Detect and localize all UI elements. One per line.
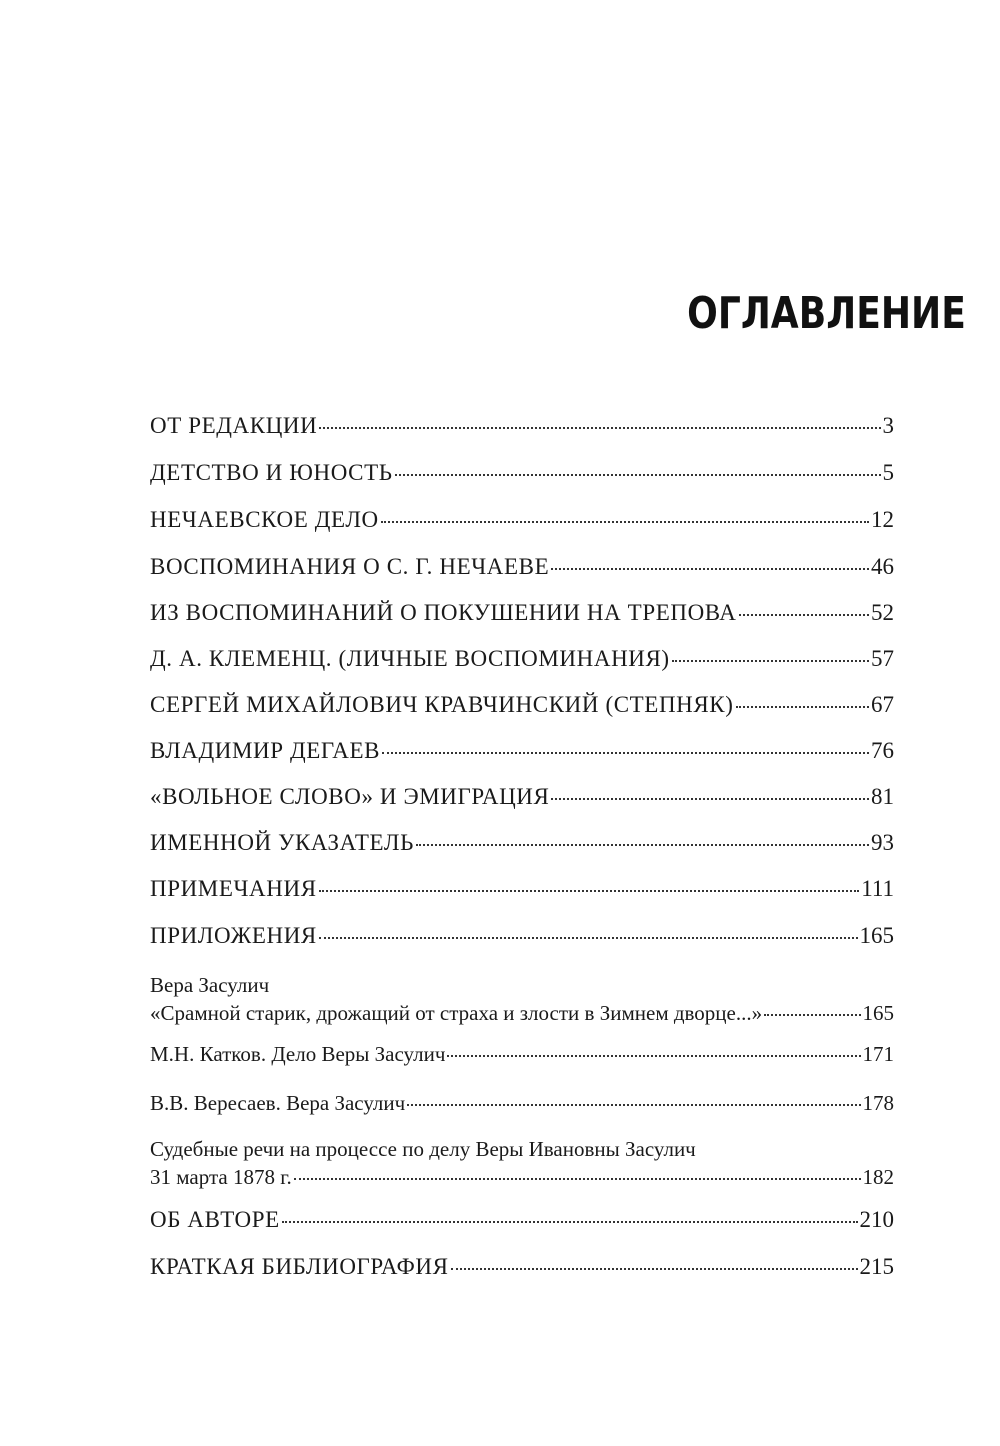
- toc-entry-page: 5: [882, 460, 894, 485]
- toc-entry-label: КРАТКАЯ БИБЛИОГРАФИЯ: [150, 1254, 449, 1279]
- toc-entry-about-author[interactable]: [150, 1206, 894, 1234]
- toc-subentry-label: 31 марта 1878 г.: [150, 1165, 292, 1189]
- toc-subentry-veresaev[interactable]: [150, 1089, 894, 1117]
- toc-entry-page: 12: [871, 507, 894, 532]
- page-title: ОГЛАВЛЕНИЕ: [687, 288, 966, 339]
- toc-subentry-first-line: Вера Засулич: [150, 973, 270, 997]
- toc-subentry-label: «Срамной старик, дрожащий от страха и злости в Зимнем дворце...»: [150, 1001, 763, 1025]
- dot-leader: [395, 474, 881, 476]
- toc-entry-label: ОТ РЕДАКЦИИ: [150, 413, 318, 438]
- toc-subentry-page: 182: [862, 1165, 894, 1189]
- toc-entry-notes[interactable]: [150, 875, 894, 903]
- toc-entry-label: ОБ АВТОРЕ: [150, 1207, 280, 1232]
- dot-leader: [551, 568, 869, 570]
- toc-subentry-label: М.Н. Катков. Дело Веры Засулич: [150, 1042, 446, 1066]
- toc-subentry-page: 171: [862, 1042, 894, 1066]
- toc-entry-free-word[interactable]: [150, 783, 894, 811]
- toc-subentry-katkov[interactable]: [150, 1040, 894, 1068]
- toc-entry-page: 57: [871, 646, 894, 671]
- toc-entry-page: 210: [859, 1207, 894, 1232]
- toc-entry-label: ИМЕННОЙ УКАЗАТЕЛЬ: [150, 830, 414, 855]
- toc-entry-page: 3: [882, 413, 894, 438]
- toc-entry-name-index[interactable]: [150, 829, 894, 857]
- toc-entry-page: 81: [871, 784, 894, 809]
- dot-leader: [736, 706, 869, 708]
- toc-subentry-page: 165: [862, 1001, 894, 1025]
- dot-leader: [451, 1268, 858, 1270]
- toc-entry-appendices[interactable]: [150, 922, 894, 950]
- toc-subentry-page: 178: [862, 1091, 894, 1115]
- toc-entry-memories-nechaev[interactable]: [150, 553, 894, 581]
- toc-entry-klements[interactable]: [150, 645, 894, 673]
- toc-entry-label: ИЗ ВОСПОМИНАНИЙ О ПОКУШЕНИИ НА ТРЕПОВА: [150, 600, 737, 625]
- toc-entry-from-editors[interactable]: [150, 412, 894, 440]
- dot-leader: [382, 752, 869, 754]
- toc-entry-page: 67: [871, 692, 894, 717]
- dot-leader: [739, 614, 870, 616]
- toc-entry-page: 215: [859, 1254, 894, 1279]
- toc-subentry-label: В.В. Вересаев. Вера Засулич: [150, 1091, 406, 1115]
- toc-subentry-zasulich-letter[interactable]: [150, 971, 894, 1027]
- dot-leader: [319, 937, 858, 939]
- toc-entry-label: СЕРГЕЙ МИХАЙЛОВИЧ КРАВЧИНСКИЙ (СТЕПНЯК): [150, 692, 734, 717]
- toc-entry-childhood[interactable]: [150, 459, 894, 487]
- dot-leader: [319, 890, 860, 892]
- toc-entry-bibliography[interactable]: [150, 1253, 894, 1281]
- dot-leader: [764, 1014, 860, 1016]
- dot-leader: [294, 1178, 861, 1180]
- toc-entry-label: ВОСПОМИНАНИЯ О С. Г. НЕЧАЕВЕ: [150, 554, 550, 579]
- dot-leader: [381, 521, 869, 523]
- toc-entry-trepov[interactable]: [150, 599, 894, 627]
- dot-leader: [672, 660, 869, 662]
- toc-entry-page: 76: [871, 738, 894, 763]
- toc-entry-page: 93: [871, 830, 894, 855]
- toc-entry-label: Д. А. КЛЕМЕНЦ. (ЛИЧНЫЕ ВОСПОМИНАНИЯ): [150, 646, 670, 671]
- toc-entry-label: «ВОЛЬНОЕ СЛОВО» И ЭМИГРАЦИЯ: [150, 784, 550, 809]
- dot-leader: [551, 798, 869, 800]
- dot-leader: [416, 844, 869, 846]
- dot-leader: [407, 1104, 860, 1106]
- toc-entry-label: ПРИЛОЖЕНИЯ: [150, 923, 317, 948]
- toc-entry-page: 165: [859, 923, 894, 948]
- toc-entry-label: ДЕТСТВО И ЮНОСТЬ: [150, 460, 393, 485]
- dot-leader: [447, 1055, 860, 1057]
- toc-entry-degaev[interactable]: [150, 737, 894, 765]
- toc-entry-page: 111: [861, 876, 894, 901]
- toc-entry-page: 46: [871, 554, 894, 579]
- toc-entry-label: ПРИМЕЧАНИЯ: [150, 876, 317, 901]
- toc-entry-page: 52: [871, 600, 894, 625]
- toc-subentry-court-speeches[interactable]: [150, 1135, 894, 1191]
- toc-entry-label: ВЛАДИМИР ДЕГАЕВ: [150, 738, 381, 763]
- toc-entry-kravchinsky[interactable]: [150, 691, 894, 719]
- dot-leader: [282, 1221, 858, 1223]
- toc-subentry-first-line: Судебные речи на процессе по делу Веры Ивановны Засулич: [150, 1137, 696, 1161]
- toc-entry-nechaev-case[interactable]: [150, 506, 894, 534]
- toc-entry-label: НЕЧАЕВСКОЕ ДЕЛО: [150, 507, 379, 532]
- dot-leader: [319, 427, 880, 429]
